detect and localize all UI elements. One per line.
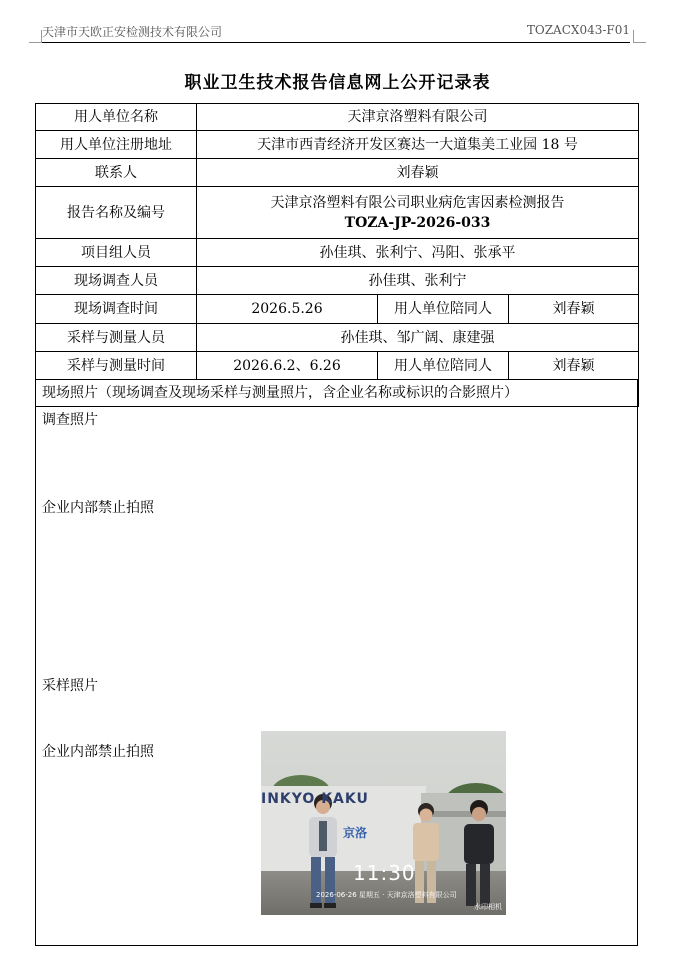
header-doc-code: TOZACX043-F01 — [526, 23, 630, 37]
report-label: 报告名称及编号 — [36, 187, 197, 239]
escort-label-2: 用人单位陪同人 — [378, 352, 509, 380]
row-team — [36, 239, 639, 267]
address-value: 天津市西青经济开发区赛达一大道集美工业园 18 号 — [197, 131, 639, 159]
contact-value: 刘春颖 — [197, 159, 639, 187]
row-report — [36, 187, 639, 239]
team-label: 项目组人员 — [36, 239, 197, 267]
report-code: TOZA-JP-2026-033 — [344, 214, 491, 231]
group-photo-image — [261, 731, 506, 915]
survey-time-value: 2026.5.26 — [197, 295, 378, 324]
photo-wall-sign-cn: 京洛 — [343, 826, 368, 840]
row-survey-time — [36, 295, 639, 324]
corner-mark-right — [633, 30, 646, 43]
disclosure-table — [35, 103, 639, 407]
group-photo — [261, 731, 506, 915]
row-contact — [36, 159, 639, 187]
page-header — [42, 20, 630, 43]
photos-heading: 现场照片（现场调查及现场采样与测量照片，含企业名称或标识的合影照片） — [36, 380, 639, 407]
survey-staff-value: 孙佳琪、张利宁 — [197, 267, 639, 295]
header-company: 天津市天欧正安检测技术有限公司 — [42, 25, 223, 39]
report-name: 天津京洛塑料有限公司职业病危害因素检测报告 — [270, 194, 565, 211]
employer-label: 用人单位名称 — [36, 104, 197, 131]
survey-photo-label: 调查照片 — [42, 412, 98, 428]
photo-wall-sign: INKYO KAKU — [261, 791, 369, 807]
employer-value: 天津京洛塑料有限公司 — [197, 104, 639, 131]
row-address — [36, 131, 639, 159]
photo-date-location: 2026-06-26 星期五 · 天津京洛塑料有限公司 — [316, 891, 457, 899]
address-label: 用人单位注册地址 — [36, 131, 197, 159]
contact-label: 联系人 — [36, 159, 197, 187]
report-value-cell — [197, 187, 639, 239]
sampling-time-label: 采样与测量时间 — [36, 352, 197, 380]
row-sampling-time — [36, 352, 639, 380]
row-survey-staff — [36, 267, 639, 295]
survey-staff-label: 现场调查人员 — [36, 267, 197, 295]
escort-value-1: 刘春颖 — [509, 295, 639, 324]
corner-mark-left — [29, 30, 42, 43]
photo-section — [35, 380, 638, 946]
sampling-photo-label: 采样照片 — [42, 678, 98, 694]
escort-value-2: 刘春颖 — [509, 352, 639, 380]
sampling-staff-label: 采样与测量人员 — [36, 324, 197, 352]
escort-label-1: 用人单位陪同人 — [378, 295, 509, 324]
sampling-time-value: 2026.6.2、6.26 — [197, 352, 378, 380]
photo-timestamp: 11:30 — [353, 861, 416, 885]
sampling-staff-value: 孙佳琪、邹广阔、康建强 — [197, 324, 639, 352]
sampling-photo-note: 企业内部禁止拍照 — [42, 744, 154, 760]
row-sampling-staff — [36, 324, 639, 352]
photo-watermark: 水印相机 — [474, 903, 502, 911]
team-value: 孙佳琪、张利宁、冯阳、张承平 — [197, 239, 639, 267]
row-employer — [36, 104, 639, 131]
survey-time-label: 现场调查时间 — [36, 295, 197, 324]
document-title: 职业卫生技术报告信息网上公开记录表 — [184, 73, 491, 93]
survey-photo-note: 企业内部禁止拍照 — [42, 500, 154, 516]
